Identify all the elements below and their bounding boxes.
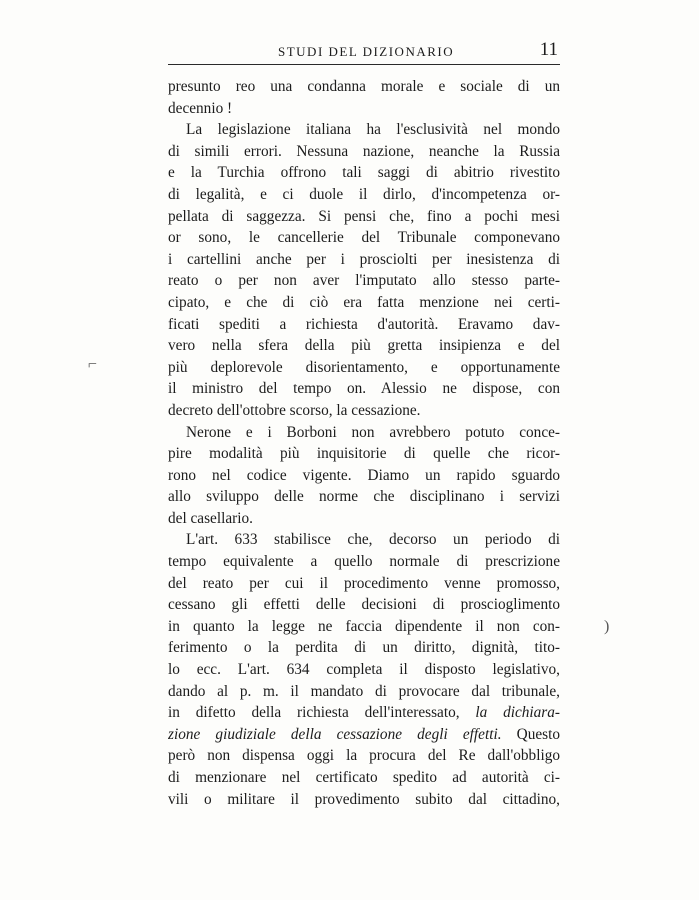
text-line: tempo equivalente a quello normale di prescrizione [168, 553, 560, 571]
running-title: STUDI DEL DIZIONARIO [278, 44, 455, 59]
text-line: di menzionare nel certificato spedito ad autorità ci- [168, 769, 560, 786]
text-line [168, 702, 560, 724]
text-line: più deplorevole disorientamento, e opportunamente [168, 358, 560, 376]
text-line: decreto dell'ottobre scorso, la cessazione. [168, 401, 421, 419]
text-line: e la Turchia offrono tali saggi di abitrio rivestito [168, 164, 560, 182]
text-line: or sono, le cancellerie del Tribunale componevano [168, 229, 560, 247]
text-line: lo ecc. L'art. 634 completa il disposto legislativo, [168, 661, 560, 679]
running-head [168, 38, 560, 68]
text-line: di simili errori. Nessuna nazione, neanche la Russia [168, 142, 560, 160]
body-text [168, 76, 560, 810]
text-line: cipato, e che di ciò era fatta menzione nei certi- [168, 293, 560, 311]
text-line: rono nel codice vigente. Diamo un rapido sguardo [168, 466, 560, 484]
line-roman-part: in difetto della richiesta dell'interessato, [168, 704, 476, 722]
text-line: decennio ! [168, 99, 233, 117]
line-italic-part: la dichiara- [475, 704, 560, 722]
margin-mark-left: ⌐ [88, 356, 98, 373]
text-line: il ministro del tempo on. Alessio ne dispose, con [168, 380, 560, 398]
text-line: pire modalità più inquisitorie di quelle che ricor- [168, 445, 560, 463]
text-line: vili o militare il provedimento subito dal cittadino, [168, 790, 560, 808]
paragraph-first-line: La legislazione italiana ha l'esclusività nel mondo [186, 121, 560, 139]
margin-mark-right: ) [604, 618, 610, 635]
text-line: di legalità, e ci duole il dirlo, d'incompetenza or- [168, 185, 560, 203]
text-line: allo sviluppo delle norme che disciplinano i servizi [168, 488, 560, 506]
line-roman-part: Questo [501, 725, 560, 743]
text-line: ferimento o la perdita di un diritto, dignità, tito- [168, 639, 560, 657]
text-line: in quanto la legge ne faccia dipendente il non con- [168, 617, 560, 635]
text-line: dando al p. m. il mandato di provocare dal tribunale, [168, 682, 560, 700]
text-line: del casellario. [168, 509, 253, 527]
text-line: ficati spediti a richiesta d'autorità. Eravamo dav- [168, 315, 560, 333]
paragraph-first-line: L'art. 633 stabilisce che, decorso un periodo di [186, 531, 560, 549]
text-line: però non dispensa oggi la procura del Re dall'obbligo [168, 747, 560, 765]
paragraph-first-line: Nerone e i Borboni non avrebbero potuto conce- [186, 423, 560, 441]
line-italic-part: zione giudiziale della cessazione degli effetti. [168, 725, 502, 743]
text-line: i cartellini anche per i prosciolti per inesistenza di [168, 250, 560, 268]
text-line: presunto reo una condanna morale e sociale di un [168, 78, 560, 95]
text-line: reato o per non aver l'imputato allo stesso parte- [168, 272, 560, 290]
text-line: vero nella sfera della più gretta insipienza e del [168, 337, 560, 355]
text-line: del reato per cui il procedimento venne promosso, [168, 574, 560, 592]
page-number: 11 [539, 39, 558, 60]
text-line [168, 724, 560, 746]
header-rule [168, 64, 560, 65]
text-line: cessano gli effetti delle decisioni di proscioglimento [168, 596, 560, 614]
text-line: pellata di saggezza. Si pensi che, fino a pochi mesi [168, 207, 560, 225]
